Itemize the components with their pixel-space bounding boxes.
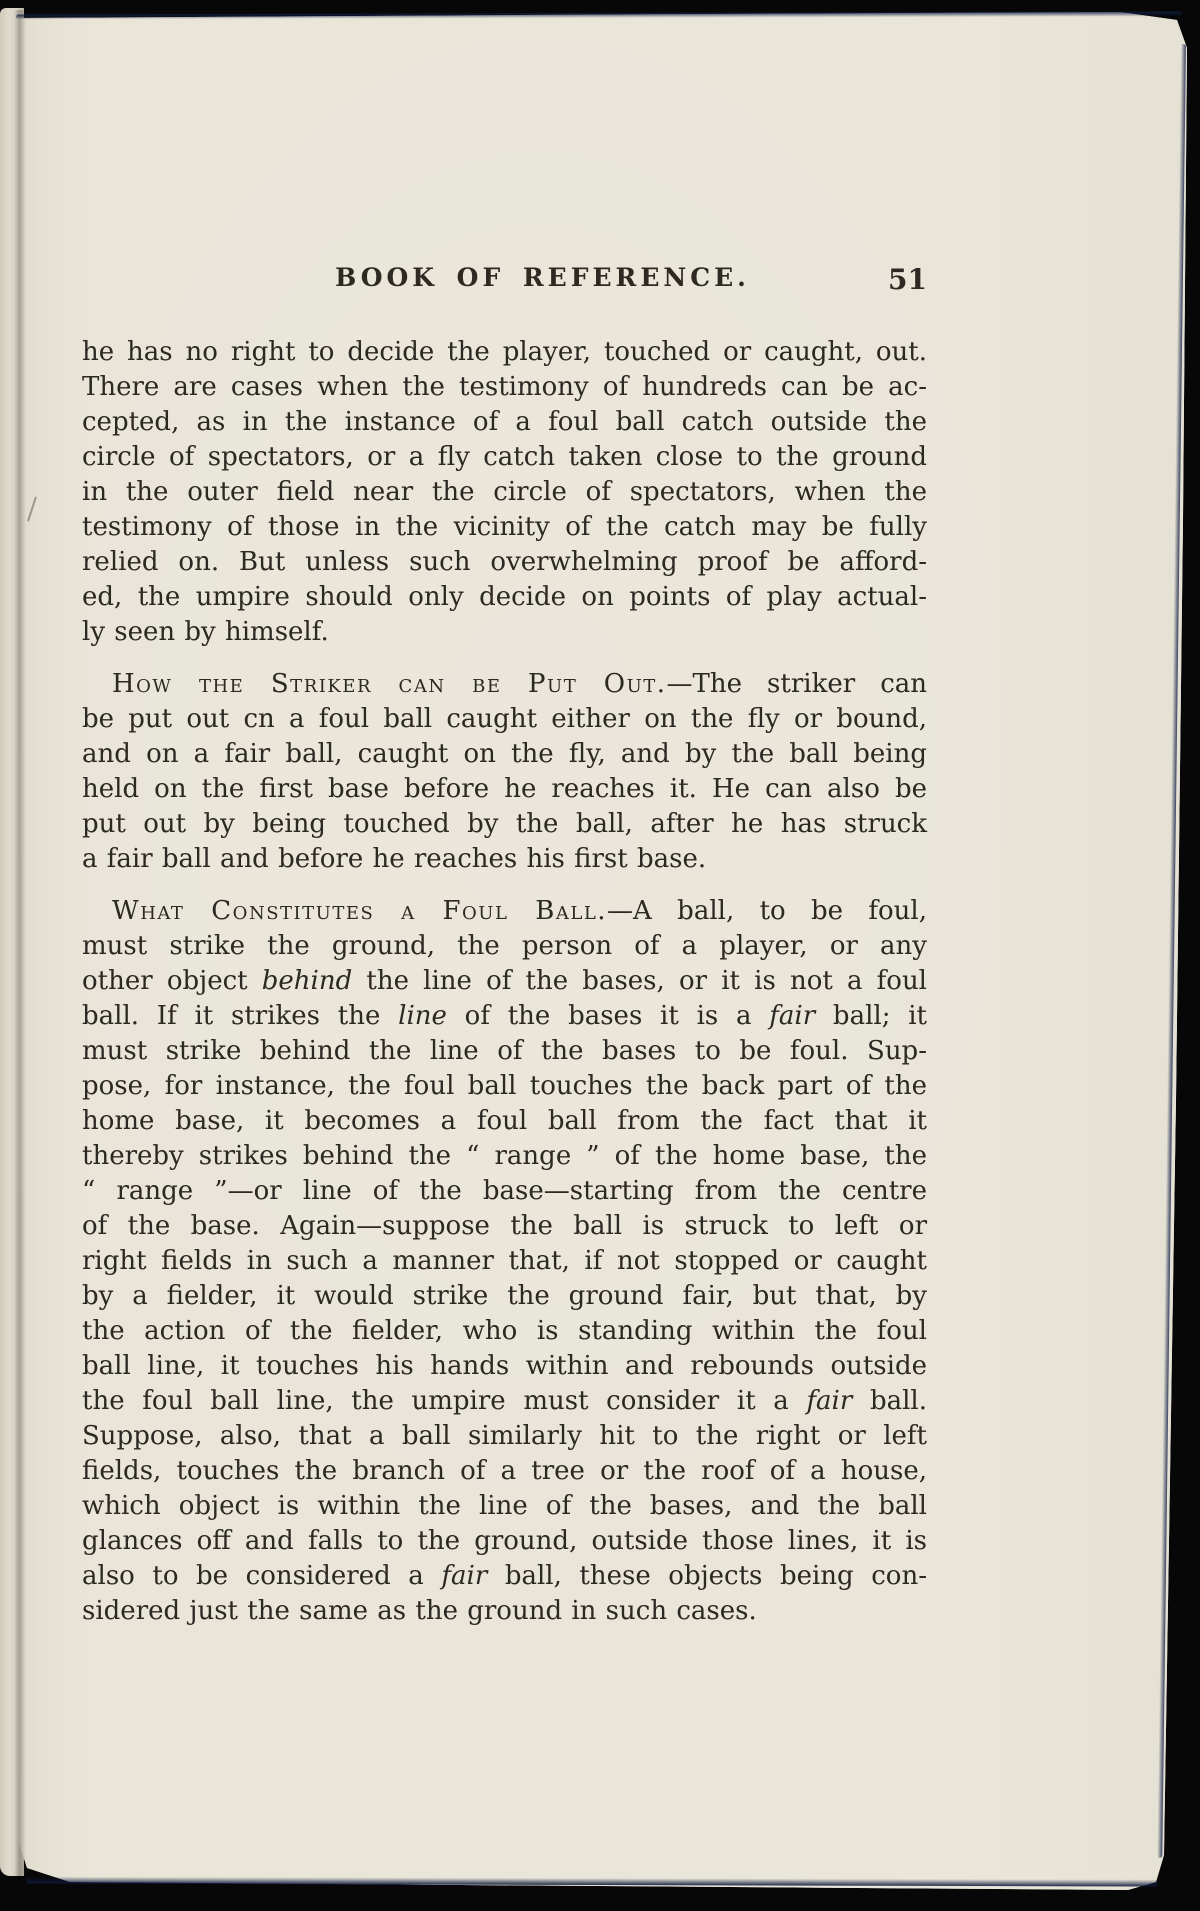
text-line <box>82 510 927 545</box>
text-line <box>82 1524 927 1559</box>
page-title: BOOK OF REFERENCE. <box>335 263 750 292</box>
text-line <box>82 737 927 772</box>
text-line <box>82 1559 927 1594</box>
text-line <box>82 580 927 615</box>
body-text: ball. <box>852 1386 927 1416</box>
body-text: of the bases it is a <box>446 1001 770 1031</box>
text-line <box>82 1349 927 1384</box>
text-line <box>82 1489 927 1524</box>
body-text: relied on. But unless such overwhelming proof be afford- <box>82 547 927 577</box>
italic-text: behind <box>261 966 353 996</box>
text-line <box>82 1454 927 1489</box>
body-text: the line of the bases, or it is not a foul <box>352 966 927 996</box>
body-text: ball, these objects being con- <box>487 1561 927 1591</box>
section-heading-text: What Constitutes a Foul Ball. <box>112 896 608 926</box>
page-content <box>82 263 927 1629</box>
text-line <box>82 667 927 702</box>
text-line <box>82 702 927 737</box>
body-text: a fair ball and before he reaches his first base. <box>82 844 707 874</box>
paragraph <box>82 335 927 650</box>
text-line <box>82 929 927 964</box>
text-line <box>82 772 927 807</box>
body-text: “ range ”—or line of the base—starting from the centre <box>82 1176 927 1206</box>
body-text: which object is within the line of the bases, and the ball <box>82 1491 927 1521</box>
italic-text: line <box>398 1001 447 1031</box>
body-text: cepted, as in the instance of a foul ball catch outside the <box>82 407 927 437</box>
text-line <box>82 1139 927 1174</box>
body-text: testimony of those in the vicinity of the catch may be fully <box>82 512 927 542</box>
text-line <box>82 1209 927 1244</box>
body-text: held on the first base before he reaches it. He can also be <box>82 774 927 804</box>
text-line <box>82 1419 927 1454</box>
body-text: circle of spectators, or a fly catch taken close to the ground <box>82 442 927 472</box>
body-text: the foul ball line, the umpire must consider it a <box>82 1386 807 1416</box>
italic-text: fair <box>806 1386 853 1416</box>
text-line <box>82 1069 927 1104</box>
text-line <box>82 615 927 650</box>
text-line <box>82 1384 927 1419</box>
body-text: home base, it becomes a foul ball from the fact that it <box>82 1106 927 1136</box>
text-line <box>82 405 927 440</box>
body-text: fields, touches the branch of a tree or the roof of a house, <box>82 1456 927 1486</box>
italic-text: fair <box>441 1561 488 1591</box>
body-text: and on a fair ball, caught on the fly, and by the ball being <box>82 739 927 769</box>
gutter-crease <box>14 10 26 1876</box>
text-line <box>82 335 927 370</box>
body-text: pose, for instance, the foul ball touches the back part of the <box>82 1071 927 1101</box>
body-text: of the base. Again—suppose the ball is struck to left or <box>82 1211 927 1241</box>
body-text: thereby strikes behind the “ range ” of the home base, the <box>82 1141 927 1171</box>
text-line <box>82 1279 927 1314</box>
text-line <box>82 440 927 475</box>
body-text: right fields in such a manner that, if not stopped or caught <box>82 1246 927 1276</box>
body-text: also to be considered a <box>82 1561 442 1591</box>
text-line <box>82 807 927 842</box>
body-text: in the outer field near the circle of spectators, when the <box>82 477 927 507</box>
text-line <box>82 999 927 1034</box>
text-line <box>82 370 927 405</box>
body-text: be put out cn a foul ball caught either on the fly or bound, <box>82 704 927 734</box>
body-text: —The striker can <box>666 669 928 699</box>
text-line <box>82 842 927 877</box>
body-text: he has no right to decide the player, touched or caught, out. <box>82 337 927 367</box>
body-text: —A ball, to be foul, <box>607 896 927 926</box>
text-block <box>82 335 927 1629</box>
paragraph <box>82 894 927 1629</box>
body-text: put out by being touched by the ball, after he has struck <box>82 809 927 839</box>
body-text: ly seen by himself. <box>82 617 329 647</box>
body-text: Suppose, also, that a ball similarly hit to the right or left <box>82 1421 927 1451</box>
body-text: sidered just the same as the ground in such cases. <box>82 1596 757 1626</box>
body-text: There are cases when the testimony of hundreds can be ac- <box>82 372 927 402</box>
italic-text: fair <box>769 1001 816 1031</box>
text-line <box>82 1244 927 1279</box>
text-line <box>82 1034 927 1069</box>
body-text: the action of the fielder, who is standing within the foul <box>82 1316 927 1346</box>
text-line <box>82 1594 927 1629</box>
body-text: ball; it <box>815 1001 927 1031</box>
text-line <box>82 545 927 580</box>
text-line <box>82 1314 927 1349</box>
body-text: must strike behind the line of the bases to be foul. Sup- <box>82 1036 927 1066</box>
text-line <box>82 1104 927 1139</box>
section-heading-text: How the Striker can be Put Out. <box>112 669 667 699</box>
running-header <box>82 263 927 299</box>
body-text: ed, the umpire should only decide on points of play actual- <box>82 582 927 612</box>
page-number: 51 <box>888 263 927 296</box>
body-text: ball line, it touches his hands within and rebounds outside <box>82 1351 927 1381</box>
body-text: glances off and falls to the ground, outside those lines, it is <box>82 1526 927 1556</box>
text-line <box>82 894 927 929</box>
text-line <box>82 1174 927 1209</box>
body-text: ball. If it strikes the <box>82 1001 399 1031</box>
text-line <box>82 964 927 999</box>
text-line <box>82 475 927 510</box>
body-text: by a fielder, it would strike the ground fair, but that, by <box>82 1281 927 1311</box>
body-text: must strike the ground, the person of a player, or any <box>82 931 927 961</box>
body-text: other object <box>82 966 262 996</box>
paragraph <box>82 667 927 877</box>
